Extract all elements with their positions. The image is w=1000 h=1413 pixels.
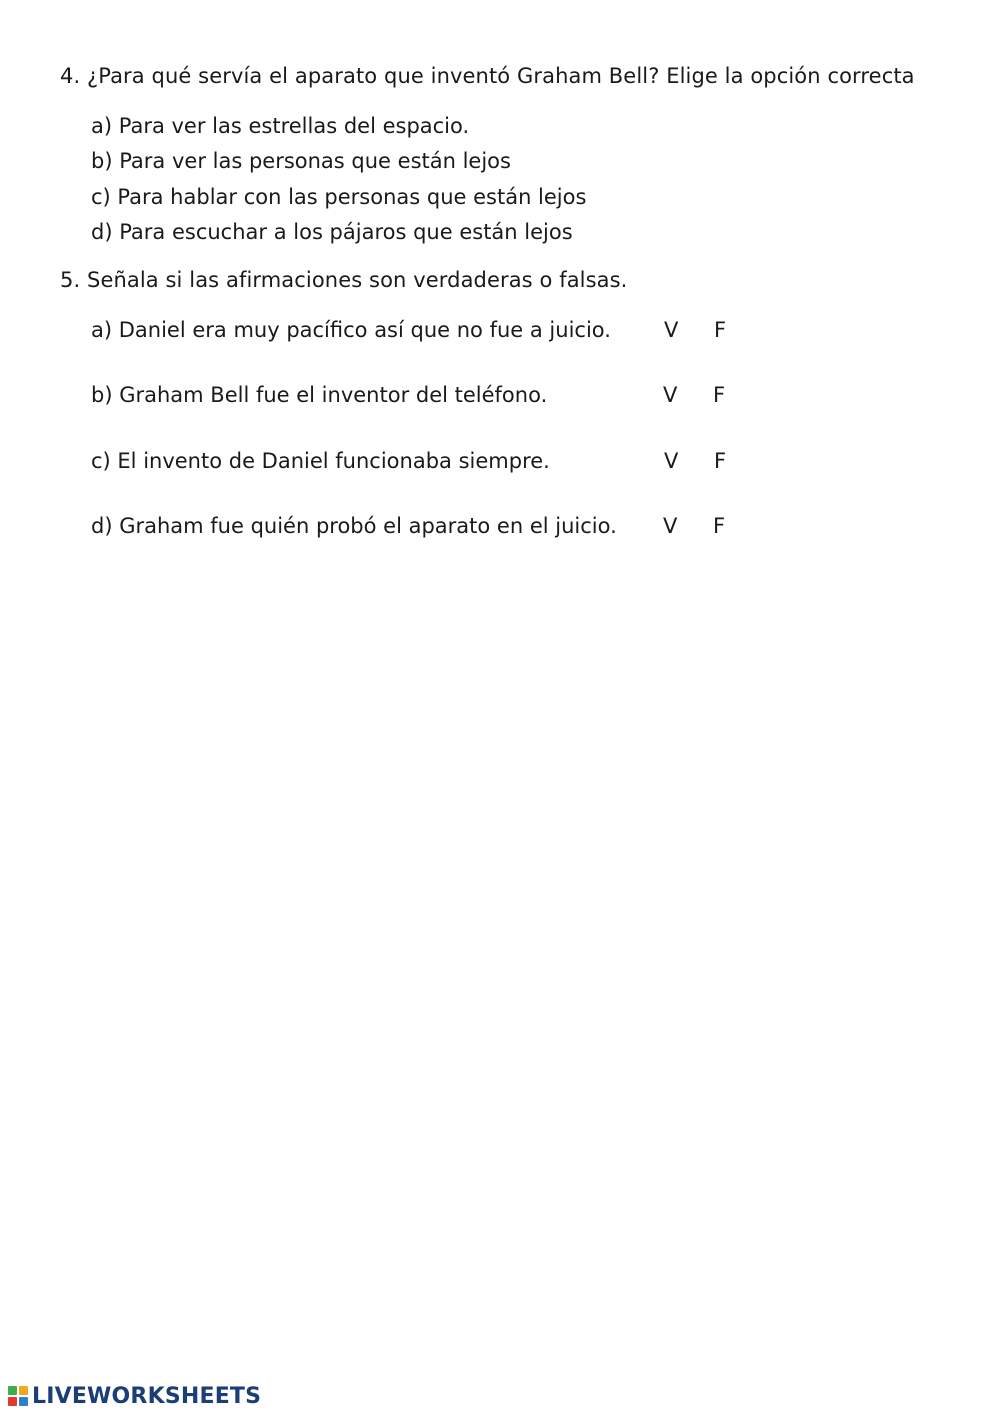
question-4-option-d[interactable]: d) Para escuchar a los pájaros que están lejos bbox=[91, 220, 573, 244]
question-4-option-a[interactable]: a) Para ver las estrellas del espacio. bbox=[91, 114, 470, 138]
statement-c: c) El invento de Daniel funcionaba siempre. bbox=[91, 449, 550, 473]
false-option-a[interactable]: F bbox=[714, 318, 727, 342]
true-option-d[interactable]: V bbox=[663, 514, 678, 538]
question-4-option-c[interactable]: c) Para hablar con las personas que están lejos bbox=[91, 185, 587, 209]
statement-d: d) Graham fue quién probó el aparato en el juicio. bbox=[91, 514, 617, 538]
true-false-row-c bbox=[91, 449, 771, 479]
question-5-title: 5. Señala si las afirmaciones son verdaderas o falsas. bbox=[60, 268, 628, 292]
true-option-c[interactable]: V bbox=[664, 449, 679, 473]
true-false-row-b bbox=[91, 383, 771, 413]
false-option-c[interactable]: F bbox=[714, 449, 727, 473]
liveworksheets-logo-icon bbox=[8, 1386, 28, 1406]
true-false-row-d bbox=[91, 514, 771, 544]
liveworksheets-logo-text: LIVEWORKSHEETS bbox=[32, 1383, 262, 1409]
statement-a: a) Daniel era muy pacífico así que no fue a juicio. bbox=[91, 318, 611, 342]
true-false-row-a bbox=[91, 318, 771, 348]
question-4-title: 4. ¿Para qué servía el aparato que inventó Graham Bell? Elige la opción correcta bbox=[60, 64, 915, 88]
true-option-a[interactable]: V bbox=[664, 318, 679, 342]
false-option-b[interactable]: F bbox=[713, 383, 726, 407]
false-option-d[interactable]: F bbox=[713, 514, 726, 538]
question-4-option-b[interactable]: b) Para ver las personas que están lejos bbox=[91, 149, 511, 173]
true-option-b[interactable]: V bbox=[663, 383, 678, 407]
statement-b: b) Graham Bell fue el inventor del teléfono. bbox=[91, 383, 548, 407]
liveworksheets-logo bbox=[8, 1383, 261, 1409]
